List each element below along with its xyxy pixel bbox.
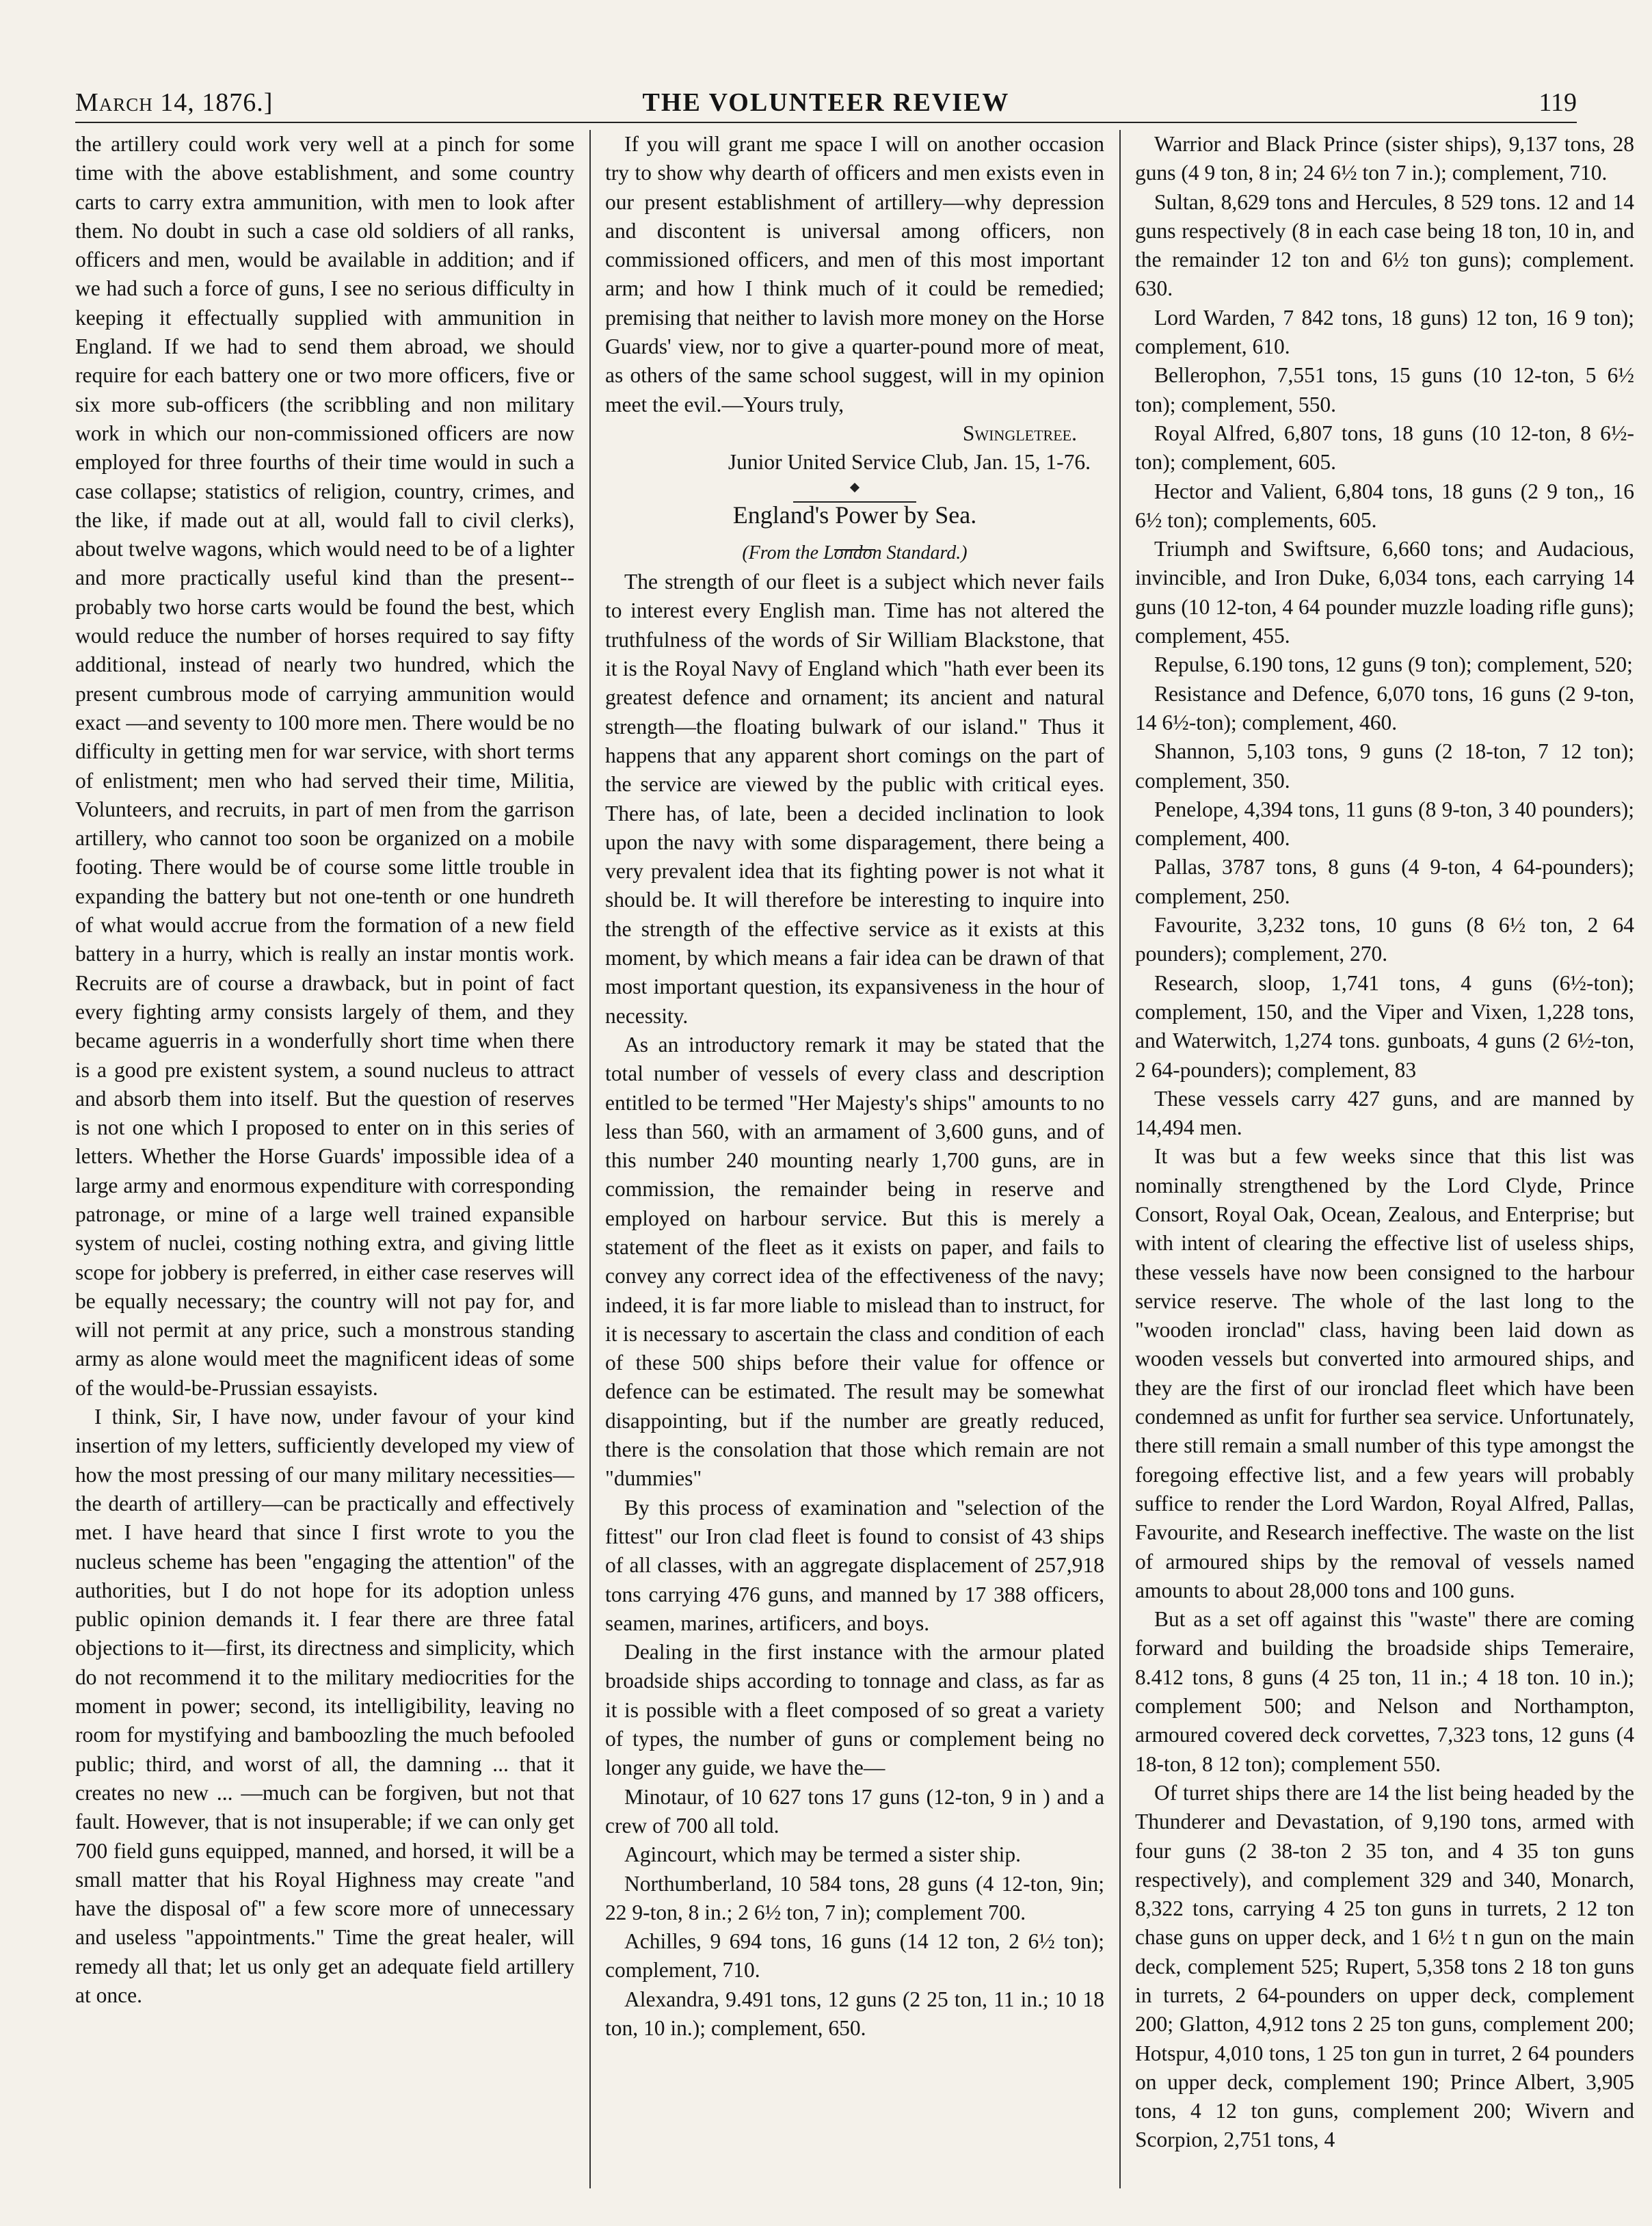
publication-title: THE VOLUNTEER REVIEW: [642, 88, 1010, 117]
ship-entry: Favourite, 3,232 tons, 10 guns (8 6½ ton, 2 64 pounders); complement, 270.: [1135, 913, 1634, 966]
ship-entry: Hector and Valient, 6,804 tons, 18 guns (2 9 ton,, 16 6½ ton); complements, 605.: [1135, 479, 1634, 532]
ship-entry: Agincourt, which may be termed a sister ship.: [624, 1842, 1021, 1867]
title-rule: [605, 529, 1104, 539]
ship-entry: Triumph and Swiftsure, 6,660 tons; and Audacious, invincible, and Iron Duke, 6,034 tons, each carrying 14 guns (10 12-ton, 4 64 pounder muzzle loading rifle guns); complement, 455.: [1135, 537, 1634, 648]
ship-entry: Pallas, 3787 tons, 8 guns (4 9-ton, 4 64-pounders); complement, 250.: [1135, 855, 1634, 908]
ship-entry: Penelope, 4,394 tons, 11 guns (8 9-ton, 3 40 pounders); complement, 400.: [1135, 797, 1634, 851]
column-left: [75, 130, 574, 2188]
ship-entry: Lord Warden, 7 842 tons, 18 guns) 12 ton, 16 9 ton); complement, 610.: [1135, 305, 1634, 359]
article-paragraph: These vessels carry 427 guns, and are manned by 14,494 men.: [1135, 1086, 1634, 1140]
letter-signature: Swingletree.: [962, 421, 1077, 445]
article-source: (From the London Standard.): [742, 542, 968, 564]
ship-entry: Repulse, 6.190 tons, 12 guns (9 ton); complement, 520;: [1154, 652, 1633, 677]
column-middle: [605, 130, 1104, 2188]
page-header: [75, 81, 1577, 123]
article-separator: [605, 481, 1104, 495]
letter-address-line: Junior United Service Club, Jan. 15, 1-76.: [728, 450, 1091, 475]
article-paragraph: It was but a few weeks since that this list was nominally strengthened by the Lord Clyde, Prince Consort, Royal Oak, Ocean, Zealous, and Enterprise; but with intent of clearing the effective list of useless ships, these vessels have now been consigned to the harbour service reserve. The whole of the last long to the "wooden ironclad" class, having been laid down as wooden vessels but converted into armoured ships, and they are the first of our ironclad fleet which have been condemned as unfit for further sea service. Unfortunately, there still remain a small number of this type amongst the foregoing effective list, and a few years will probably suffice to render the Lord Wardon, Royal Alfred, Pallas, Favourite, and Research ineffective. The waste on the list of armoured ships by the removal of vessels named amounts to about 28,000 tons and 100 guns.: [1135, 1144, 1634, 1602]
ship-entry: Resistance and Defence, 6,070 tons, 16 guns (2 9-ton, 14 6½-ton); complement, 460.: [1135, 681, 1634, 734]
ship-entry: Research, sloop, 1,741 tons, 4 guns (6½-ton); complement, 150, and the Viper and Vixen, 1,228 tons, and Waterwitch, 1,274 tons. gunboats, 4 guns (2 6½-ton, 2 64-pounders); complement, 83: [1135, 970, 1634, 1082]
page-number: 119: [1538, 88, 1577, 117]
article-paragraph: Dealing in the first instance with the armour plated broadside ships according to tonnage and class, as far as it is possible with a fleet composed of so great a variety of types, the number of guns or complement being no longer any guide, we have the—: [605, 1640, 1104, 1780]
article-paragraph: Of turret ships there are 14 the list being headed by the Thunderer and Devastation, of 9,190 tons, armed with four guns (2 38-ton 2 35 ton, and 4 35 ton guns respectively), and complement 329 and 340, Monarch, 8,322 tons, carrying 4 25 ton guns in turrets, 2 12 ton chase guns on upper deck, and 1 6½ t n gun on the main deck, complement 525; Rupert, 5,358 tons 2 18 ton guns in turrets, 2 64-pounders on upper deck, complement 200; Glatton, 4,912 tons 2 25 ton guns, complement 200; Hotspur, 4,010 tons, 1 25 ton gun in turret, 2 64 pounders on upper deck, complement 190; Prince Albert, 3,905 tons, 4 12 ton guns, complement 200; Wivern and Scorpion, 2,751 tons, 4: [1135, 1780, 1634, 2152]
column-divider-left: [589, 130, 591, 2188]
ship-entry: Shannon, 5,103 tons, 9 guns (2 18-ton, 7 12 ton); complement, 350.: [1135, 739, 1634, 793]
article-paragraph: The strength of our fleet is a subject which never fails to interest every English man. Time has not altered the truthfulness of the words of Sir William Blackstone, that it is the Royal Navy of England which "hath ever been its greatest defence and ornament; its ancient and natural strength—the floating bulwark of our island." Thus it happens that any apparent short comings on the part of the service are viewed by the public with critical eyes. There has, of late, been a decided inclination to look upon the navy with some disparagement, there being a very prevalent idea that its fighting power is not what it should be. It will therefore be interesting to inquire into the strength of the effective service as it exists at this moment, by which means a fair idea can be drawn of that most important question, its expansiveness in the hour of necessity.: [605, 570, 1104, 1028]
ship-entry: Northumberland, 10 584 tons, 28 guns (4 12-ton, 9in; 22 9-ton, 8 in.; 2 6½ ton, 7 in); complement 700.: [605, 1871, 1104, 1924]
article-paragraph: As an introductory remark it may be stated that the total number of vessels of every class and description entitled to be termed "Her Majesty's ships" amounts to no less than 560, with an armament of 3,600 guns, and of this number 240 mounting nearly 1,700 guns, are in commission, the remainder being in reserve and employed on harbour service. But this is merely a statement of the fleet as it exists on paper, and fails to convey any correct idea of the effectiveness of the navy; indeed, it is far more liable to mislead than to instruct, for it is necessary to ascertain the class and condition of each of these 500 ships before their value for offence or defence can be estimated. The result may be somewhat disappointing, but if the number are greatly reduced, there is the consolation that those which remain are not "dummies": [605, 1032, 1104, 1491]
ship-entry: Minotaur, of 10 627 tons 17 guns (12-ton, 9 in ) and a crew of 700 all told.: [605, 1784, 1104, 1838]
ship-entry: Alexandra, 9.491 tons, 12 guns (2 25 ton, 11 in.; 10 18 ton, 10 in.); complement, 650.: [605, 1987, 1104, 2040]
letter-closing-paragraph: I think, Sir, I have now, under favour of your kind insertion of my letters, sufficiently developed my view of how the most pressing of our many military necessities—the dearth of artillery—can be practically and effectively met. I have heard that since I first wrote to you the nucleus scheme has been "engaging the attention" of the authorities, but I do not hope for its adoption unless public opinion demands it. I fear there are three fatal objections to it—first, its directness and simplicity, which do not recommend it to the military mediocrities for the moment in power; second, its intelligibility, leaving no room for mystifying and bamboozling the much befooled public; third, and worst of all, the damning ... that it creates no new ... —much can be forgiven, but not that fault. However, that is not insuperable; if we can only get 700 field guns equipped, manned, and horsed, it will be a small matter that his Royal Highness may create "and have the disposal of" a few score more of unnecessary and useless "appointments." Time the great healer, will remedy all that; let us only get an adequate field artillery at once.: [75, 1405, 574, 2007]
letter-continuation-paragraph: the artillery could work very well at a pinch for some time with the above establishment, and some country carts to carry extra ammunition, with men to look after them. No doubt in such a case old soldiers of all ranks, officers and men, would be available in addition; and if we had such a force of guns, I see no serious difficulty in keeping it effectually supplied with ammunition in England. If we had to send them abroad, we should require for each battery one or two more officers, five or six more sub-officers (the scribbling and non military work in which our non-commissioned officers are now employed for three fourths of their time would in such a case collapse; statistics of religion, country, crimes, and the like, if made out at all, would fall to civil clerks), about twelve wagons, which would need to be of a lighter and more practically useful kind than the present--probably two horse carts would be found the best, which would reduce the number of horses required to say fifty additional, instead of nearly two hundred, which the present cumbrous mode of carrying ammunition would exact —and seventy to 100 more men. There would be no difficulty in getting men for war service, with short terms of enlistment; men who had served their time, Militia, Volunteers, and recruits, in part of men from the garrison artillery, who cannot too soon be organized on a mobile footing. There would be of course some little trouble in expanding the battery but not one-tenth or one hundreth of what would accrue from the formation of a new field battery in a hurry, which is really an instar montis work. Recruits are of course a drawback, but in point of fact every fighting army consists largely of them, and they became aguerris in a wonderfully short time when there is a good pre existent system, a sound nucleus to attract and absorb them into itself. But the question of reserves is not one which I proposed to enter on in this series of letters. Whether the Horse Guards' impossible idea of a large army and enormous expenditure with corresponding patronage, or mine of a large well trained expansible system of nuclei, costing nothing extra, and giving little scope for jobbery is preferred, in either case reserves will be equally necessary; the country will not pay for, and will not permit at any price, such a monstrous standing army as alone would meet the magnificent ideas of some of the would-be-Prussian essayists.: [75, 132, 574, 1400]
ship-entry: Achilles, 9 694 tons, 16 guns (14 12 ton, 2 6½ ton); complement, 710.: [605, 1929, 1104, 1983]
ship-entry: Warrior and Black Prince (sister ships), 9,137 tons, 28 guns (4 9 ton, 8 in; 24 6½ ton 7 in.); complement, 710.: [1135, 132, 1634, 185]
ship-entry: Sultan, 8,629 tons and Hercules, 8 529 tons. 12 and 14 guns respectively (8 in each case being 18 ton, 10 in, and the remainder 12 ton and 6½ ton guns); complement. 630.: [1135, 189, 1634, 301]
ship-entry: Royal Alfred, 6,807 tons, 18 guns (10 12-ton, 8 6½-ton); complement, 605.: [1135, 421, 1634, 475]
column-right: [1135, 130, 1634, 2188]
column-divider-right: [1119, 130, 1121, 2188]
issue-date: March 14, 1876.]: [75, 88, 274, 117]
article-title: England's Power by Sea.: [732, 501, 977, 529]
article-paragraph: By this process of examination and "selection of the fittest" our Iron clad fleet is found to consist of 43 ships of all classes, with an aggregate displacement of 257,918 tons carrying 476 guns, and manned by 17 388 officers, seamen, marines, artificers, and boys.: [605, 1495, 1104, 1635]
letter-final-paragraph: If you will grant me space I will on another occasion try to show why dearth of officers and men exists even in our present establishment of artillery—why depression and discontent is universal among officers, non commissioned officers, and men of this most important arm; and how I think much of it could be remedied; premising that neither to lavish more money on the Horse Guards' view, nor to give a quarter-pound more of meat, as others of the same school suggest, will in my opinion meet the evil.—Yours truly,: [605, 132, 1104, 416]
article-paragraph: But as a set off against this "waste" there are coming forward and building the broadside ships Temeraire, 8.412 tons, 8 guns (4 25 ton, 11 in.; 4 18 ton. 10 in.); complement 500; and Nelson and Northampton, armoured covered deck corvettes, 7,323 tons, 12 guns (4 18-ton, 8 12 ton); complement 550.: [1135, 1607, 1634, 1776]
ship-entry: Bellerophon, 7,551 tons, 15 guns (10 12-ton, 5 6½ ton); complement, 550.: [1135, 363, 1634, 416]
